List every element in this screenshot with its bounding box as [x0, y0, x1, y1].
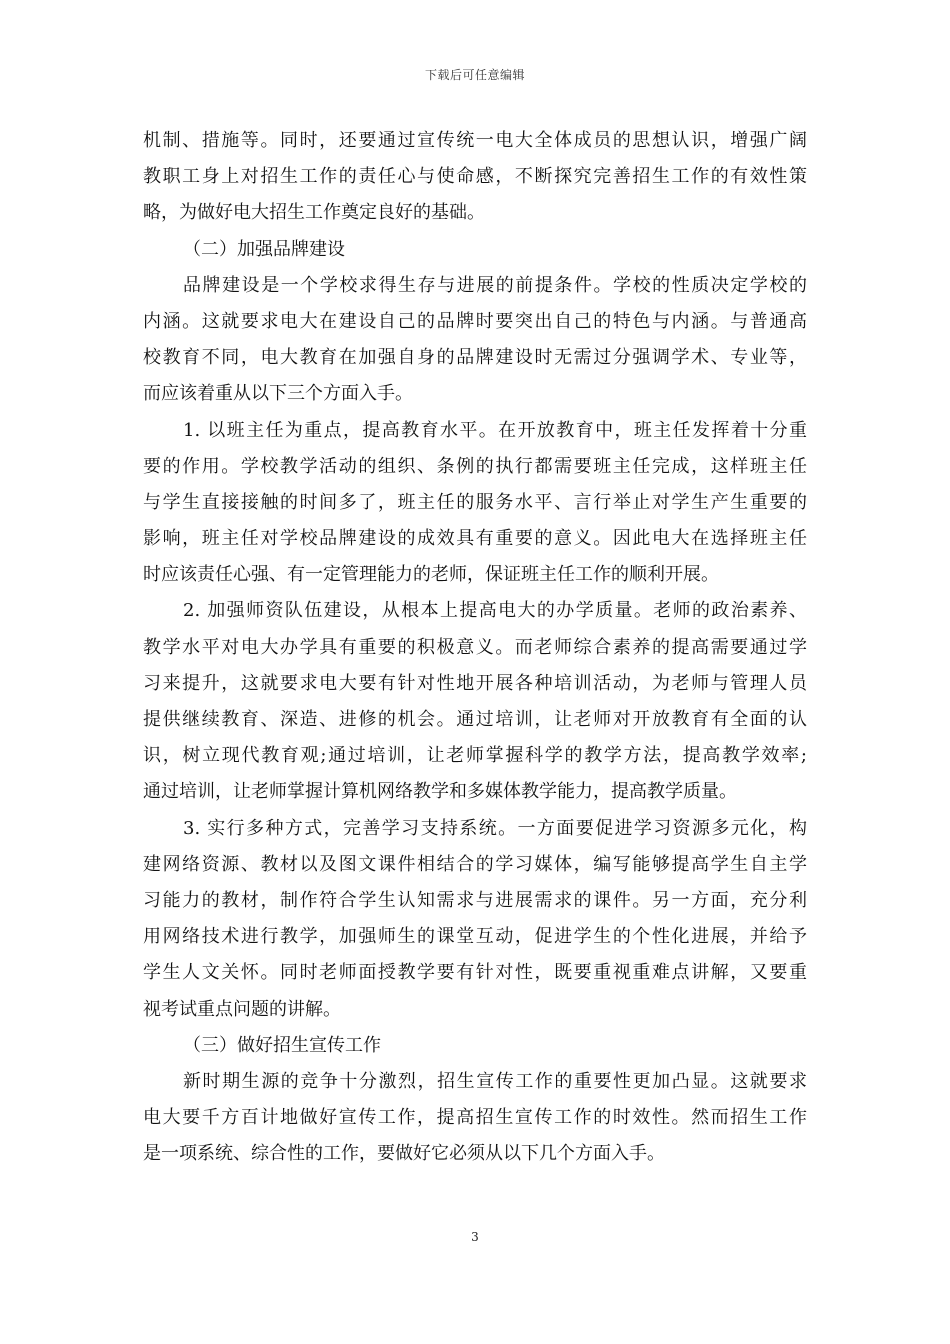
text-line: 视考试重点问题的讲解。 [143, 998, 341, 1020]
section-heading: （二）加强品牌建设 [183, 238, 345, 260]
section-heading: （三）做好招生宣传工作 [183, 1034, 381, 1056]
text-line: 品牌建设是一个学校求得生存与进展的前提条件。学校的性质决定学校的 [183, 274, 807, 296]
text-line: 学生人文关怀。同时老师面授教学要有针对性，既要重视重难点讲解，又要重 [143, 962, 807, 984]
text-line: 建网络资源、教材以及图文课件相结合的学习媒体，编写能够提高学生自主学 [143, 853, 807, 875]
text-line: 1. 以班主任为重点，提高教育水平。在开放教育中，班主任发挥着十分重 [183, 419, 807, 441]
text-line: 用网络技术进行教学，加强师生的课堂互动，促进学生的个性化进展，并给予 [143, 926, 807, 948]
text-line: 内涵。这就要求电大在建设自己的品牌时要突出自己的特色与内涵。与普通高 [143, 310, 807, 332]
text-line: 要的作用。学校教学活动的组织、条例的执行都需要班主任完成，这样班主任 [143, 455, 807, 477]
document-body [143, 123, 807, 1172]
page-header: 下载后可任意编辑 [424, 68, 525, 82]
text-line: 略，为做好电大招生工作奠定良好的基础。 [143, 202, 485, 224]
text-line: 3. 实行多种方式，完善学习支持系统。一方面要促进学习资源多元化，构 [183, 817, 807, 839]
text-line: 新时期生源的竞争十分激烈，招生宣传工作的重要性更加凸显。这就要求 [183, 1070, 807, 1092]
text-line: 是一项系统、综合性的工作，要做好它必须从以下几个方面入手。 [143, 1143, 665, 1165]
text-line: 与学生直接接触的时间多了，班主任的服务水平、言行举止对学生产生重要的 [143, 491, 807, 513]
text-line: 影响，班主任对学校品牌建设的成效具有重要的意义。因此电大在选择班主任 [143, 528, 807, 550]
text-line: 电大要千方百计地做好宣传工作，提高招生宣传工作的时效性。然而招生工作 [143, 1107, 807, 1129]
text-line: 习来提升，这就要求电大要有针对性地开展各种培训活动，为老师与管理人员 [143, 672, 807, 694]
text-line: 2. 加强师资队伍建设，从根本上提高电大的办学质量。老师的政治素养、 [183, 600, 807, 622]
text-line: 通过培训，让老师掌握计算机网络教学和多媒体教学能力，提高教学质量。 [143, 781, 737, 803]
text-line: 时应该责任心强、有一定管理能力的老师，保证班主任工作的顺利开展。 [143, 564, 719, 586]
text-line: 识，树立现代教育观;通过培训，让老师掌握科学的教学方法，提高教学效率; [143, 745, 807, 767]
text-line: 教学水平对电大办学具有重要的积极意义。而老师综合素养的提高需要通过学 [143, 636, 807, 658]
text-line: 而应该着重从以下三个方面入手。 [143, 383, 413, 405]
text-line: 提供继续教育、深造、进修的机会。通过培训，让老师对开放教育有全面的认 [143, 709, 807, 730]
page-number: 3 [471, 1230, 479, 1244]
text-line: 机制、措施等。同时，还要通过宣传统一电大全体成员的思想认识，增强广阔 [143, 130, 807, 151]
text-line: 习能力的教材，制作符合学生认知需求与进展需求的课件。另一方面，充分利 [143, 889, 807, 911]
text-line: 校教育不同，电大教育在加强自身的品牌建设时无需过分强调学术、专业等， [143, 347, 807, 369]
text-line: 教职工身上对招生工作的责任心与使命感，不断探究完善招生工作的有效性策 [143, 166, 807, 188]
